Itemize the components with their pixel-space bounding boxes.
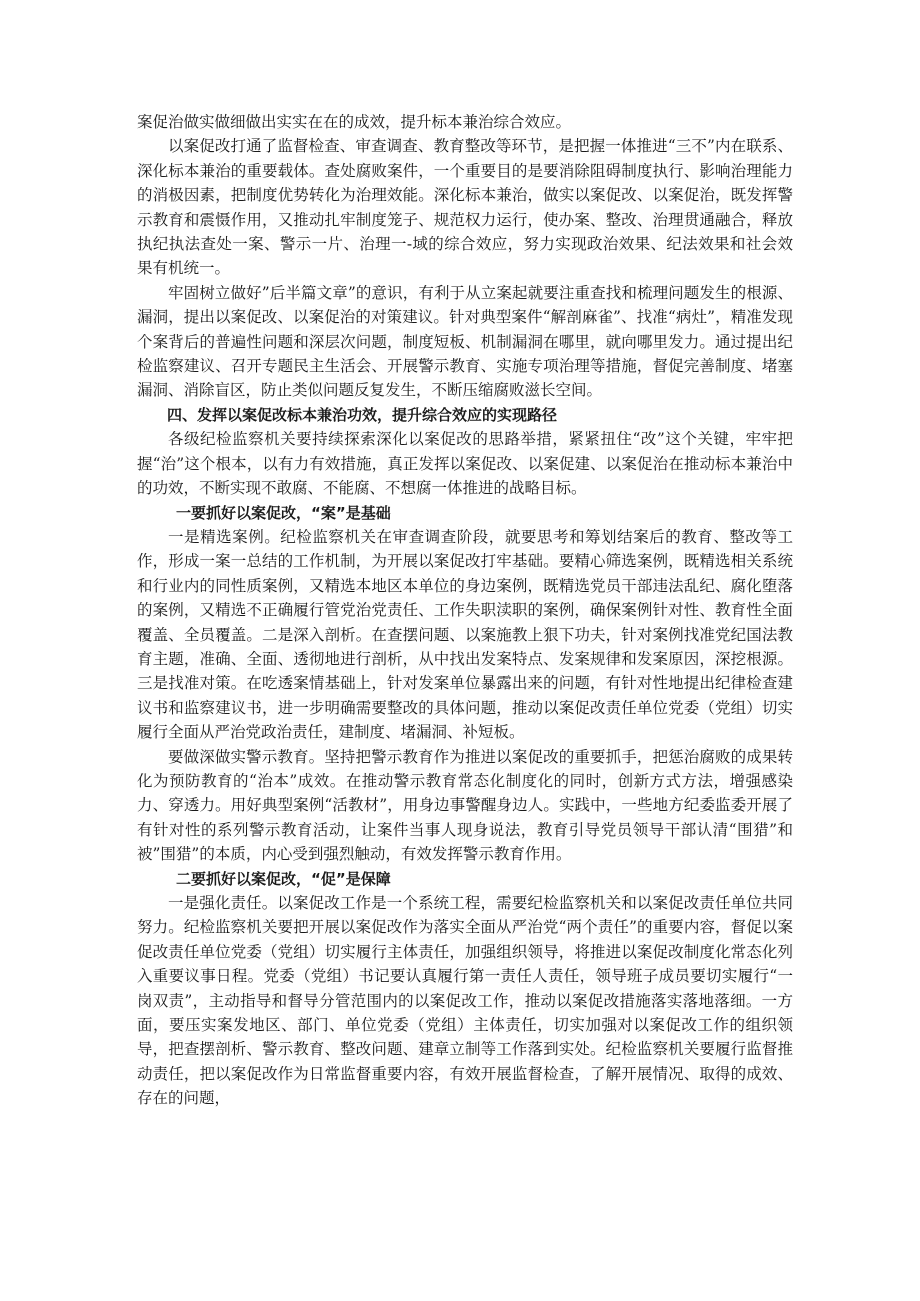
paragraph: 各级纪检监察机关要持续探索深化以案促改的思路举措，紧紧扭住“改”这个关键，牢牢把握“治”这个根本，以有力有效措施，真正发挥以案促改、以案促建、以案促治在推动标本兼治中的功效，不断实现不敢腐、不能腐、不想腐一体推进的战略目标。 bbox=[137, 430, 793, 498]
paragraph: 一是强化责任。以案促改工作是一个系统工程，需要纪检监察机关和以案促改责任单位共同努力。纪检监察机关要把开展以案促改作为落实全面从严治党“两个责任”的重要内容，督促以案促改责任单位党委（党组）切实履行主体责任，加强组织领导，将推进以案促改制度化常态化列入重要议事日程。党委（党组）书记要认真履行第一责任人责任，领导班子成员要切实履行“一岗双责”，主动指导和督导分管范围内的以案促改工作，推动以案促改措施落实落地落细。一方面，要压实案发地区、部门、单位党委（党组）主体责任，切实加强对以案促改工作的组织领导，把查摆剖析、警示教育、整改问题、建章立制等工作落到实处。纪检监察机关要履行监督推动责任，把以案促改作为日常监督重要内容，有效开展监督检查，了解开展情况、取得的成效、存在的问题， bbox=[137, 894, 793, 1108]
section-heading: 四、发挥以案促改标本兼治功效，提升综合效应的实现路径 bbox=[167, 405, 558, 424]
paragraph: 牢固树立做好”后半篇文章”的意识，有利于从立案起就要注重查找和梳理问题发生的根源、漏洞，提出以案促改、以案促治的对策建议。针对典型案件“解剖麻雀”、找准“病灶”，精准发现个案背后的普遍性问题和深层次问题，制度短板、机制漏洞在哪里，就向哪里发力。通过提出纪检监察建议、召开专题民主生活会、开展警示教育、实施专项治理等措施，督促完善制度、堵塞漏洞、消除盲区，防止类似问题反复发生，不断压缩腐败滋长空间。 bbox=[137, 283, 793, 400]
paragraph: 一是精选案例。纪检监察机关在审查调查阶段，就要思考和筹划结案后的教育、整改等工作，形成一案一总结的工作机制，为开展以案促改打牢基础。要精心筛选案例，既精选相关系统和行业内的同性质案例，又精选本地区本单位的身边案例，既精选党员干部违法乱纪、腐化堕落的案例，又精选不正确履行管党治党责任、工作失职渎职的案例，确保案例针对性、教育性全面覆盖、全员覆盖。二是深入剖析。在查摆问题、以案施教上狠下功夫，针对案例找准党纪国法教育主题，准确、全面、透彻地进行剖析，从中找出发案特点、发案规律和发案原因，深挖根源。三是找准对策。在吃透案情基础上，针对发案单位暴露出来的问题，有针对性地提出纪律检查建议书和监察建议书，进一步明确需要整改的具体问题，推动以案促改责任单位党委（党组）切实履行全面从严治党政治责任，建制度、堵漏洞、补短板。 bbox=[137, 527, 793, 742]
document-body bbox=[137, 110, 793, 1111]
subsection-heading: 一要抓好以案促改，“案”是基础 bbox=[176, 503, 391, 522]
paragraph-continuation: 案促治做实做细做出实实在在的成效，提升标本兼治综合效应。 bbox=[137, 113, 572, 131]
subsection-heading: 二要抓好以案促改，“促”是保障 bbox=[176, 869, 391, 888]
paragraph: 以案促改打通了监督检查、审查调查、教育整改等环节，是把握一体推进“三不”内在联系、深化标本兼治的重要载体。查处腐败案件，一个重要目的是要消除阻碍制度执行、影响治理能力的消极因素，把制度优势转化为治理效能。深化标本兼治，做实以案促改、以案促治，既发挥警示教育和震慑作用，又推动扎牢制度笼子、规范权力运行，使办案、整改、治理贯通融合，释放执纪执法查处一案、警示一片、治理一-域的综合效应，努力实现政治效果、纪法效果和社会效果有机统一。 bbox=[137, 137, 793, 278]
paragraph: 要做深做实警示教育。坚持把警示教育作为推进以案促改的重要抓手，把惩治腐败的成果转化为预防教育的“治本”成效。在推动警示教育常态化制度化的同时，创新方式方法，增强感染力、穿透力。用好典型案例“活教材”，用身边事警醒身边人。实践中，一些地方纪委监委开展了有针对性的系列警示教育活动，让案件当事人现身说法，教育引导党员领导干部认清“围猎”和被”围猎”的本质，内心受到强烈触动，有效发挥警示教育作用。 bbox=[137, 747, 793, 864]
